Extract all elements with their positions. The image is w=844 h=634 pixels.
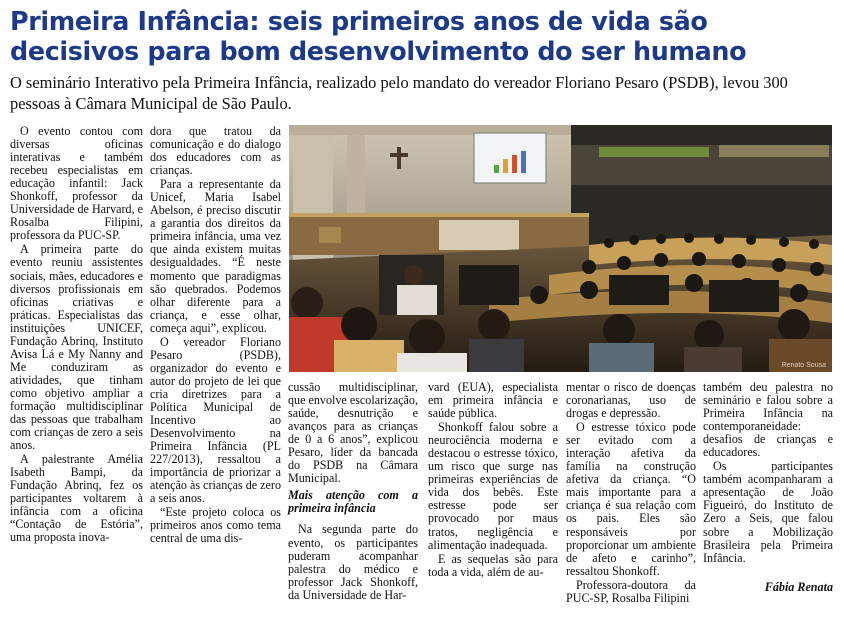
standfirst: O seminário Interativo pela Primeira Infância, realizado pelo mandato do vereador Floriano Pesaro (PSDB), levou 300 pessoas à Câmara Municipal de São Paulo.: [10, 73, 788, 113]
subheading: Mais atenção com a primeira infância: [288, 488, 418, 516]
paragraph: O evento contou com diversas oficinas interativas e também recebeu especialistas em educação infantil: Jack Shonkoff, professor da Universidade de Harvard, e Rosalba Filipini, professora da PUC-SP.: [10, 124, 143, 243]
headline: Primeira Infância: seis primeiros anos de vida são decisivos para bom desenvolvimento do ser humano: [10, 6, 747, 66]
auditorium-photo-illustration: [289, 125, 832, 372]
column-3: [288, 381, 418, 602]
photo-credit: Renato Sousa: [781, 362, 826, 369]
paragraph: A palestrante Amélia Isabeth Bampi, da Fundação Abrinq, fez os participantes voltarem à infância com a oficina “Contação de Estória”, uma proposta inova-: [10, 452, 143, 545]
paragraph: Para a representante da Unicef, Maria Isabel Abelson, é preciso discutir a garantia dos direitos da primeira infância, uma vez que ainda existem muitas desigualdades. “É neste momento que paradigmas são quebrados. Podemos olhar diferente para a criança, e esse olhar, começa aqui”, explicou.: [150, 177, 281, 335]
paragraph: Os participantes também acompanharam a apresentação de João Figueiró, do Instituto de Zero a Seis, que falou sobre a Mobilização Brasileira pela Primeira Infância.: [703, 459, 833, 565]
column-4: [428, 381, 558, 579]
paragraph: O vereador Floriano Pesaro (PSDB), organizador do evento e autor do projeto de lei que cria diretrizes para a Política Municipal de Incentivo ao Desenvolvimento na Primeira Infância (PL 227/2013), ressaltou a importância de priorizar a atenção às crianças de zero a seis anos.: [150, 334, 281, 506]
event-photo: [289, 125, 832, 372]
paragraph: E as sequelas são para toda a vida, além de au-: [428, 551, 558, 579]
paragraph: também deu palestra no seminário e falou sobre a Primeira Infância na contemporaneidade: desafios de crianças e educadores.: [703, 380, 833, 460]
byline: Fábia Renata: [764, 579, 833, 594]
column-6: [703, 381, 833, 594]
paragraph: A primeira parte do evento reuniu assistentes sociais, mães, educadores e diversos profissionais em oficinas criativas e práticas. Especialistas das instituições UNICEF, Fundação Abrinq, Instituto Avisa Lá e My Nanny and Me conduziram as atividades, que tinham como objetivo ampliar a formação multidisciplinar das pessoas que trabalham com crianças de zero a seis anos.: [10, 242, 143, 453]
paragraph: O estresse tóxico pode ser evitado com a interação afetiva da família na construção afetiva da criança. “O mais importante para a criança é sua relação com os pais. Eles são responsáveis por proporcionar um ambiente de afeto e carinho”, ressaltou Shonkoff.: [566, 420, 696, 578]
paragraph: Professora-doutora da PUC-SP, Rosalba Filipini: [566, 577, 696, 605]
paragraph: vard (EUA), especialista em primeira infância e saúde pública.: [428, 380, 558, 421]
paragraph: mentar o risco de doenças coronarianas, uso de drogas e depressão.: [566, 380, 696, 421]
paragraph: Shonkoff falou sobre a neurociência moderna e destacou o estresse tóxico, um risco que surge nas primeiras experiências de vida dos bebês. Este estresse pode ser provocado por maus tratos, negligência e alimentação inadequada.: [428, 420, 558, 552]
paragraph: dora que tratou da comunicação e do dialogo dos educadores com as crianças.: [150, 124, 281, 178]
column-5: [566, 381, 696, 605]
paragraph: “Este projeto coloca os primeiros anos como tema central de uma dis-: [150, 505, 281, 546]
paragraph: Na segunda parte do evento, os participantes puderam acompanhar palestra do médico e professor Jack Shonkoff, da Universidade de Har-: [288, 522, 418, 602]
paragraph: cussão multidisciplinar, que envolve escolarização, saúde, desnutrição e avanços para as crianças de 0 a 6 anos”, explicou Pesaro, líder da bancada do PSDB na Câmara Municipal.: [288, 380, 418, 486]
column-1: [10, 125, 143, 545]
column-2: [150, 125, 281, 546]
